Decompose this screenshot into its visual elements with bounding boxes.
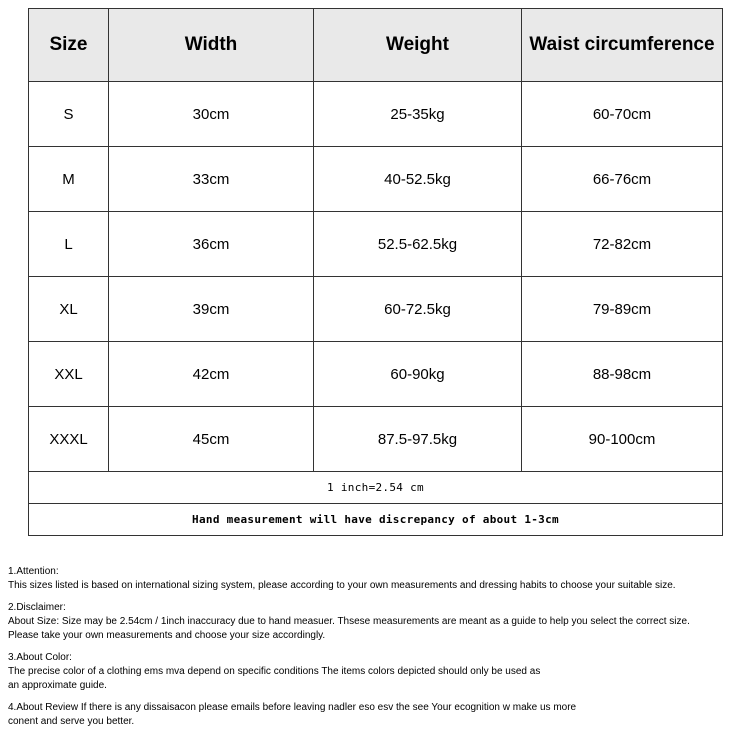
table-row	[29, 342, 723, 407]
disclaimer-block	[8, 601, 746, 643]
table-header-row	[29, 9, 723, 82]
cell-width: 33cm	[109, 147, 314, 212]
table-note-row	[29, 472, 723, 504]
cell-weight: 60-72.5kg	[314, 277, 522, 342]
cell-waist: 79-89cm	[522, 277, 723, 342]
cell-width: 42cm	[109, 342, 314, 407]
cell-width: 36cm	[109, 212, 314, 277]
cell-waist: 88-98cm	[522, 342, 723, 407]
color-text: The precise color of a clothing ems mva depend on specific conditions The items colors depicted should only be used as	[8, 666, 541, 677]
review-text: conent and serve you better.	[8, 716, 135, 727]
cell-waist: 72-82cm	[522, 212, 723, 277]
cell-size: S	[29, 82, 109, 147]
header-weight: Weight	[314, 9, 522, 82]
cell-waist: 90-100cm	[522, 407, 723, 472]
cell-width: 39cm	[109, 277, 314, 342]
cell-weight: 52.5-62.5kg	[314, 212, 522, 277]
color-title: 3.About Color:	[8, 652, 72, 663]
cell-width: 30cm	[109, 82, 314, 147]
disclaimer-text: About Size: Size may be 2.54cm / 1inch inaccuracy due to hand measuer. Thsese measurements are meant as a guide to help you select the correct size.	[8, 616, 690, 627]
header-size: Size	[29, 9, 109, 82]
cell-weight: 60-90kg	[314, 342, 522, 407]
review-block	[8, 701, 746, 729]
cell-weight: 40-52.5kg	[314, 147, 522, 212]
cell-width: 45cm	[109, 407, 314, 472]
disclaimer-title: 2.Disclaimer:	[8, 602, 66, 613]
table-row	[29, 212, 723, 277]
attention-text: This sizes listed is based on international sizing system, please according to your own measurements and dressing habits to choose your suitable size.	[8, 580, 676, 591]
size-chart-table	[28, 8, 723, 536]
cell-size: XXXL	[29, 407, 109, 472]
color-block	[8, 651, 746, 693]
table-row	[29, 277, 723, 342]
inch-conversion-note: 1 inch=2.54 cm	[29, 472, 723, 504]
table-row	[29, 82, 723, 147]
color-text: an approximate guide.	[8, 680, 107, 691]
table-row	[29, 147, 723, 212]
header-width: Width	[109, 9, 314, 82]
cell-waist: 66-76cm	[522, 147, 723, 212]
cell-size: XXL	[29, 342, 109, 407]
attention-block	[8, 565, 746, 593]
attention-title: 1.Attention:	[8, 566, 59, 577]
cell-weight: 25-35kg	[314, 82, 522, 147]
table-row	[29, 407, 723, 472]
header-waist: Waist circumference	[522, 9, 723, 82]
cell-weight: 87.5-97.5kg	[314, 407, 522, 472]
cell-size: M	[29, 147, 109, 212]
measurement-discrepancy-note: Hand measurement will have discrepancy of about 1-3cm	[29, 504, 723, 536]
cell-waist: 60-70cm	[522, 82, 723, 147]
review-title: 4.About Review If there is any dissaisacon please emails before leaving nadler eso esv the see Your ecognition w make us more	[8, 702, 577, 713]
cell-size: XL	[29, 277, 109, 342]
info-section	[8, 565, 746, 737]
cell-size: L	[29, 212, 109, 277]
disclaimer-text: Please take your own measurements and choose your size accordingly.	[8, 630, 326, 641]
table-note-row	[29, 504, 723, 536]
